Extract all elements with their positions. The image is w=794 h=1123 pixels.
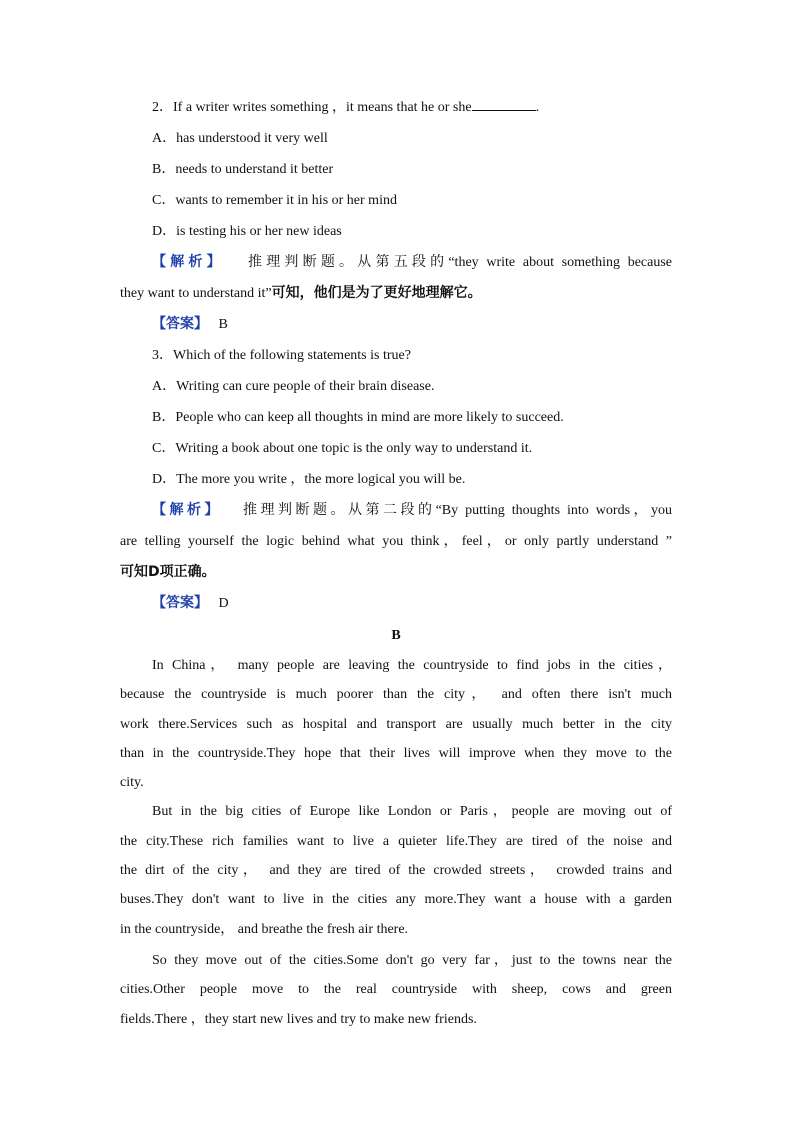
answer-blank [472, 97, 536, 111]
analysis-text-en: they want to understand it” [120, 286, 272, 301]
passage-paragraph-1 [120, 651, 672, 797]
answer-tag: 【答案】 [152, 316, 208, 332]
question-2-option-c: C．wants to remember it in his or her mind [152, 193, 397, 208]
question-2-option-b: B．needs to understand it better [152, 162, 334, 177]
question-3-analysis-line-1 [120, 495, 672, 526]
paragraph-line: So they move out of the cities.Some don't go very far，just to the towns near the [152, 952, 672, 968]
question-3-option-a: A．Writing can cure people of their brain disease. [152, 379, 435, 394]
answer-value: B [218, 317, 228, 332]
paragraph-line: work there.Services such as hospital and transport are usually much better in the city [120, 716, 672, 732]
question-2-option-a: A．has understood it very well [152, 131, 328, 146]
question-2-answer [120, 309, 672, 340]
paragraph-line: In China， many people are leaving the countryside to find jobs in the cities， [152, 658, 672, 673]
question-3-option-d: D．The more you write ，the more logical you will be. [152, 472, 466, 487]
question-2-analysis-line-2 [120, 278, 672, 309]
question-3-answer [120, 588, 672, 619]
paragraph-line: the city.These rich families want to live a quieter life.They are tired of the noise and [120, 833, 672, 849]
question-2-stem [120, 92, 672, 123]
paragraph-line: city. [120, 775, 144, 791]
paragraph-line: buses.They don't want to live in the cities any more.They want a house with a garden [120, 892, 672, 908]
question-2-stem-end: . [535, 100, 540, 115]
question-3-stem: 3．Which of the following statements is true? [152, 348, 411, 363]
passage-paragraph-2 [120, 797, 672, 943]
analysis-text-en: “By putting thoughts into words，you [435, 503, 672, 518]
question-3-analysis-line-2: are telling yourself the logic behind what you think，feel，or only partly understand ” [120, 534, 672, 549]
document-page [120, 92, 672, 1034]
question-2-analysis-line-1 [120, 247, 672, 278]
analysis-text-zh: 可知D项正确。 [120, 564, 216, 580]
question-3-option-b: B．People who can keep all thoughts in mind are more likely to succeed. [152, 410, 564, 425]
passage-paragraph-3 [120, 946, 672, 1034]
paragraph-line: cities.Other people move to the real countryside with sheep, cows and green [120, 982, 672, 998]
paragraph-line: in the countryside， and breathe the fresh air there. [120, 921, 409, 937]
question-2-stem-text: 2．If a writer writes something ，it means that he or she [152, 100, 472, 115]
analysis-text-zh: 可知，他们是为了更好地理解它。 [271, 285, 482, 301]
paragraph-line: But in the big cities of Europe like London or Paris，people are moving out of [152, 804, 672, 820]
passage-title: B [391, 628, 401, 643]
analysis-tag: 【解析】 [152, 254, 225, 270]
analysis-text-zh: 推理判断题。从第二段的 [243, 502, 436, 518]
question-3-analysis-line-3 [120, 557, 672, 588]
question-2-option-d: D．is testing his or her new ideas [152, 224, 342, 239]
analysis-tag: 【解析】 [152, 502, 223, 518]
analysis-text-en: “they write about something because [448, 255, 672, 270]
paragraph-line: fields.There ，they start new lives and try to make new friends. [120, 1011, 477, 1027]
paragraph-line: than in the countryside.They hope that their lives will improve when they move to the [120, 745, 672, 761]
answer-tag: 【答案】 [152, 595, 208, 611]
question-3-option-c: C．Writing a book about one topic is the only way to understand it. [152, 441, 533, 456]
paragraph-line: the dirt of the city， and they are tired of the crowded streets， crowded trains and [120, 863, 672, 879]
answer-value: D [218, 596, 229, 611]
paragraph-line: because the countryside is much poorer than the city， and often there isn't much [120, 687, 672, 703]
analysis-text-zh: 推理判断题。从第五段的 [248, 254, 449, 270]
